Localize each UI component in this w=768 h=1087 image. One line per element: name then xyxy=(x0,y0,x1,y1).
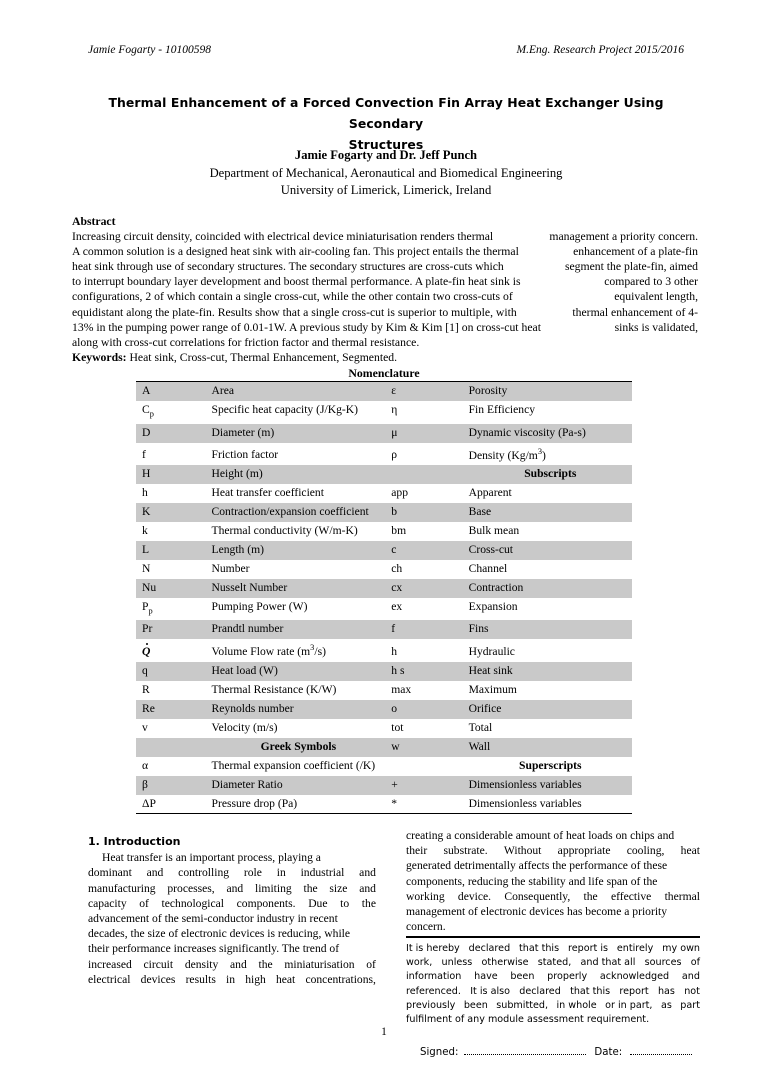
nomen-definition-left: Height (m) xyxy=(206,465,386,484)
nomen-symbol-left: f xyxy=(136,443,206,465)
nomen-symbol-left: k xyxy=(136,522,206,541)
nomen-definition-right: Hydraulic xyxy=(463,639,632,661)
running-head-left: Jamie Fogarty - 10100598 xyxy=(88,44,211,56)
signature-row xyxy=(420,1044,710,1058)
introduction-column-left xyxy=(88,834,376,987)
table-row xyxy=(136,795,632,814)
nomen-symbol-right xyxy=(385,465,462,484)
nomen-symbol-left: H xyxy=(136,465,206,484)
text-line: previously been submitted, in whole or in part, as part xyxy=(406,999,700,1011)
text-line: management of electronic devices has become a priority xyxy=(406,905,668,919)
running-head xyxy=(88,44,684,56)
nomen-symbol-left: N xyxy=(136,560,206,579)
author-department: Department of Mechanical, Aeronautical and Biomedical Engineering xyxy=(209,165,563,180)
table-row xyxy=(136,522,632,541)
text-line: dominant and controlling role in industrial and xyxy=(88,866,376,880)
nomen-symbol-right: b xyxy=(385,503,462,522)
nomen-definition-right: Bulk mean xyxy=(463,522,632,541)
text-line: advancement of the semi-conductor industry in recent xyxy=(88,912,338,926)
nomen-definition-left: Heat transfer coefficient xyxy=(206,484,386,503)
nomen-symbol-right: c xyxy=(385,541,462,560)
nomen-definition-right: Cross-cut xyxy=(463,541,632,560)
nomen-symbol-right: ε xyxy=(385,382,462,401)
table-row xyxy=(136,639,632,661)
nomen-definition-right: Channel xyxy=(463,560,632,579)
signed-label: Signed: xyxy=(420,1047,459,1058)
nomen-symbol-right: o xyxy=(385,700,462,719)
text-line: increased circuit density and the miniaturisation of xyxy=(88,957,376,971)
text-line: along with cross-cut correlations for friction factor and thermal resistance. xyxy=(72,335,420,349)
table-row xyxy=(136,776,632,795)
nomen-symbol-left: β xyxy=(136,776,206,795)
nomen-symbol-left: $P_p$ xyxy=(136,598,206,621)
nomen-definition-left: Velocity (m/s) xyxy=(206,719,386,738)
nomen-definition-left: Length (m) xyxy=(206,541,386,560)
author-names: Jamie Fogarty and Dr. Jeff Punch xyxy=(294,148,478,162)
nomen-symbol-right: ρ xyxy=(385,443,462,465)
introduction-column-right xyxy=(406,828,700,934)
nomen-definition-left: Thermal conductivity (W/m-K) xyxy=(206,522,386,541)
declaration-last-line: fulfilment of any module assessment requirement. xyxy=(406,1014,650,1026)
nomen-symbol-right: w xyxy=(385,738,462,757)
text-line: their substrate. Without appropriate cooling, heat xyxy=(406,844,700,858)
table-row xyxy=(136,465,632,484)
nomen-symbol-right: μ xyxy=(385,424,462,443)
table-row xyxy=(136,757,632,776)
table-row xyxy=(136,681,632,700)
nomen-definition-right: Heat sink xyxy=(463,662,632,681)
nomen-symbol-left: h xyxy=(136,484,206,503)
nomen-symbol-right: * xyxy=(385,795,462,814)
nomen-definition-left: Diameter Ratio xyxy=(206,776,386,795)
table-row xyxy=(136,382,632,401)
author-institution: University of Limerick, Limerick, Ireland xyxy=(280,183,492,197)
table-row xyxy=(136,662,632,681)
nomen-definition-right: Density $(Kg/m^3)$ xyxy=(463,443,632,465)
nomen-definition-right: Expansion xyxy=(463,598,632,621)
text-line: their performance increases significantly. The trend of xyxy=(88,942,340,956)
introduction-right-text xyxy=(406,828,700,919)
nomenclature-title: Nomenclature xyxy=(348,366,420,380)
nomen-definition-left: Volume Flow rate $(m^3/s)$ xyxy=(206,639,386,661)
nomen-symbol-left: v xyxy=(136,719,206,738)
nomen-symbol-left: A xyxy=(136,382,206,401)
nomen-group-header: Greek Symbols xyxy=(206,738,386,757)
nomen-symbol-left: q xyxy=(136,662,206,681)
abstract-section xyxy=(72,214,698,365)
nomen-symbol-right: + xyxy=(385,776,462,795)
nomen-definition-left: Friction factor xyxy=(206,443,386,465)
nomen-definition-left: Thermal Resistance (K/W) xyxy=(206,681,386,700)
table-row xyxy=(136,579,632,598)
page-title-line2: Structures xyxy=(348,137,424,152)
nomen-definition-left: Pumping Power (W) xyxy=(206,598,386,621)
nomen-group-header: Superscripts xyxy=(463,757,632,776)
introduction-right-last: concern. xyxy=(406,920,446,934)
nomen-definition-left: Specific heat capacity (J/Kg-K) xyxy=(206,401,386,424)
nomen-symbol-right: ex xyxy=(385,598,462,621)
nomen-symbol-left xyxy=(136,738,206,757)
text-line: information have been properly acknowledged and xyxy=(406,971,700,983)
table-row xyxy=(136,719,632,738)
nomen-definition-right: Base xyxy=(463,503,632,522)
nomen-definition-left: Thermal expansion coefficient (/K) xyxy=(206,757,386,776)
nomen-symbol-left: Re xyxy=(136,700,206,719)
page-title-line1: Thermal Enhancement of a Forced Convection Fin Array Heat Exchanger Using Secondary xyxy=(108,95,664,131)
text-line: A common solution is a designed heat sink with air-cooling fan. This project entails the thermal enhancement of a plate-fin xyxy=(72,245,698,259)
table-row xyxy=(136,503,632,522)
abstract-body xyxy=(72,229,698,350)
nomen-symbol-left: D xyxy=(136,424,206,443)
nomenclature-bottom-rule xyxy=(136,813,632,814)
nomen-definition-left: Prandtl number xyxy=(206,620,386,639)
text-line: Increasing circuit density, coincided with electrical device miniaturisation renders thermal management a priority concern. xyxy=(72,230,698,244)
introduction-left-text xyxy=(88,850,376,987)
declaration-text xyxy=(406,942,700,1013)
signature-input-line[interactable] xyxy=(464,1044,586,1055)
table-row xyxy=(136,560,632,579)
text-line: generated detrimentally affects the performance of these xyxy=(406,859,668,873)
nomen-symbol-right: η xyxy=(385,401,462,424)
nomen-definition-right: Porosity xyxy=(463,382,632,401)
page-title xyxy=(88,92,684,155)
nomen-definition-left: Diameter (m) xyxy=(206,424,386,443)
nomen-symbol-right: tot xyxy=(385,719,462,738)
table-row xyxy=(136,620,632,639)
text-line: 13% in the pumping power range of 0.01-1W. A previous study by Kim & Kim [1] on cross-cut heat sinks is validated, xyxy=(72,320,698,334)
nomen-definition-right: Maximum xyxy=(463,681,632,700)
nomen-definition-right: Total xyxy=(463,719,632,738)
nomen-group-header: Subscripts xyxy=(463,465,632,484)
nomen-definition-right: Dynamic viscosity (Pa-s) xyxy=(463,424,632,443)
nomen-definition-right: Fins xyxy=(463,620,632,639)
nomen-symbol-left: R xyxy=(136,681,206,700)
keywords-line xyxy=(72,350,698,365)
nomen-symbol-right xyxy=(385,757,462,776)
text-line: creating a considerable amount of heat loads on chips and xyxy=(406,829,675,842)
text-line: equidistant along the plate-fin. Results show that a single cross-cut is superior to multiple, with thermal enhancement of 4- xyxy=(72,305,698,319)
nomen-symbol-left: Pr xyxy=(136,620,206,639)
text-line: capacity of technological components. Due to the xyxy=(88,896,376,910)
text-line: to interrupt boundary layer development and boost thermal performance. A plate-fin heat sink is compared to 3 other xyxy=(72,275,698,289)
table-row xyxy=(136,598,632,621)
text-line: electrical devices results in high heat concentrations, xyxy=(88,972,376,986)
date-input-line[interactable] xyxy=(630,1044,692,1055)
nomen-symbol-right: h xyxy=(385,639,462,661)
date-label: Date: xyxy=(594,1047,623,1058)
text-line: components, reducing the stability and life span of the xyxy=(406,874,658,888)
text-line: work, unless otherwise stated, and that all sources of xyxy=(406,957,700,969)
nomen-symbol-right: f xyxy=(385,620,462,639)
text-line: heat sink through use of secondary structures. The secondary structures are cross-cuts which segment the plate-fin, aimed xyxy=(72,260,698,274)
table-row xyxy=(136,484,632,503)
text-line: referenced. It is also declared that this report has not xyxy=(406,985,700,997)
table-row xyxy=(136,700,632,719)
abstract-heading: Abstract xyxy=(72,215,116,228)
keywords-label: Keywords: xyxy=(72,350,127,364)
nomen-definition-left: Number xyxy=(206,560,386,579)
declaration-box xyxy=(406,936,700,1027)
nomen-definition-left: Heat load (W) xyxy=(206,662,386,681)
table-row xyxy=(136,541,632,560)
nomen-symbol-left: K xyxy=(136,503,206,522)
nomen-definition-left: Contraction/expansion coefficient xyxy=(206,503,386,522)
text-line: It is hereby declared that this report is entirely my own xyxy=(406,943,700,954)
text-line: configurations, 2 of which contain a single cross-cut, while the other contain two cross-cuts of equivalent length, xyxy=(72,290,698,304)
nomen-symbol-left: $C_p$ xyxy=(136,401,206,424)
table-row xyxy=(136,738,632,757)
running-head-right: M.Eng. Research Project 2015/2016 xyxy=(516,44,684,56)
text-line: Heat transfer is an important process, playing a xyxy=(102,851,321,865)
page-number: 1 xyxy=(381,1026,387,1038)
nomen-symbol-left: Q xyxy=(136,639,206,661)
nomen-definition-left: Area xyxy=(206,382,386,401)
nomen-definition-right: Contraction xyxy=(463,579,632,598)
nomen-definition-left: Reynolds number xyxy=(206,700,386,719)
nomen-definition-left: Pressure drop (Pa) xyxy=(206,795,386,814)
text-line: decades, the size of electronic devices is reducing, while xyxy=(88,927,351,941)
nomenclature-table xyxy=(136,382,632,814)
nomen-definition-right: Dimensionless variables xyxy=(463,776,632,795)
table-row xyxy=(136,401,632,424)
nomen-symbol-right: h s xyxy=(385,662,462,681)
section-heading-introduction: 1. Introduction xyxy=(88,835,181,848)
nomen-symbol-right: app xyxy=(385,484,462,503)
keywords-value: Heat sink, Cross-cut, Thermal Enhancement, Segmented. xyxy=(129,350,398,364)
table-row xyxy=(136,443,632,465)
nomen-symbol-right: cx xyxy=(385,579,462,598)
nomen-symbol-right: max xyxy=(385,681,462,700)
table-row xyxy=(136,424,632,443)
nomen-symbol-left: L xyxy=(136,541,206,560)
text-line: manufacturing processes, and limiting the size and xyxy=(88,881,376,895)
nomen-definition-left: Nusselt Number xyxy=(206,579,386,598)
author-block xyxy=(88,147,684,200)
nomen-symbol-left: Nu xyxy=(136,579,206,598)
nomen-definition-right: Dimensionless variables xyxy=(463,795,632,814)
nomen-symbol-right: bm xyxy=(385,522,462,541)
nomen-definition-right: Wall xyxy=(463,738,632,757)
nomen-definition-right: Orifice xyxy=(463,700,632,719)
nomen-symbol-left: ΔP xyxy=(136,795,206,814)
text-line: working device. Consequently, the effective thermal xyxy=(406,889,700,903)
nomen-definition-right: Apparent xyxy=(463,484,632,503)
nomen-definition-right: Fin Efficiency xyxy=(463,401,632,424)
nomen-symbol-right: ch xyxy=(385,560,462,579)
nomen-symbol-left: α xyxy=(136,757,206,776)
